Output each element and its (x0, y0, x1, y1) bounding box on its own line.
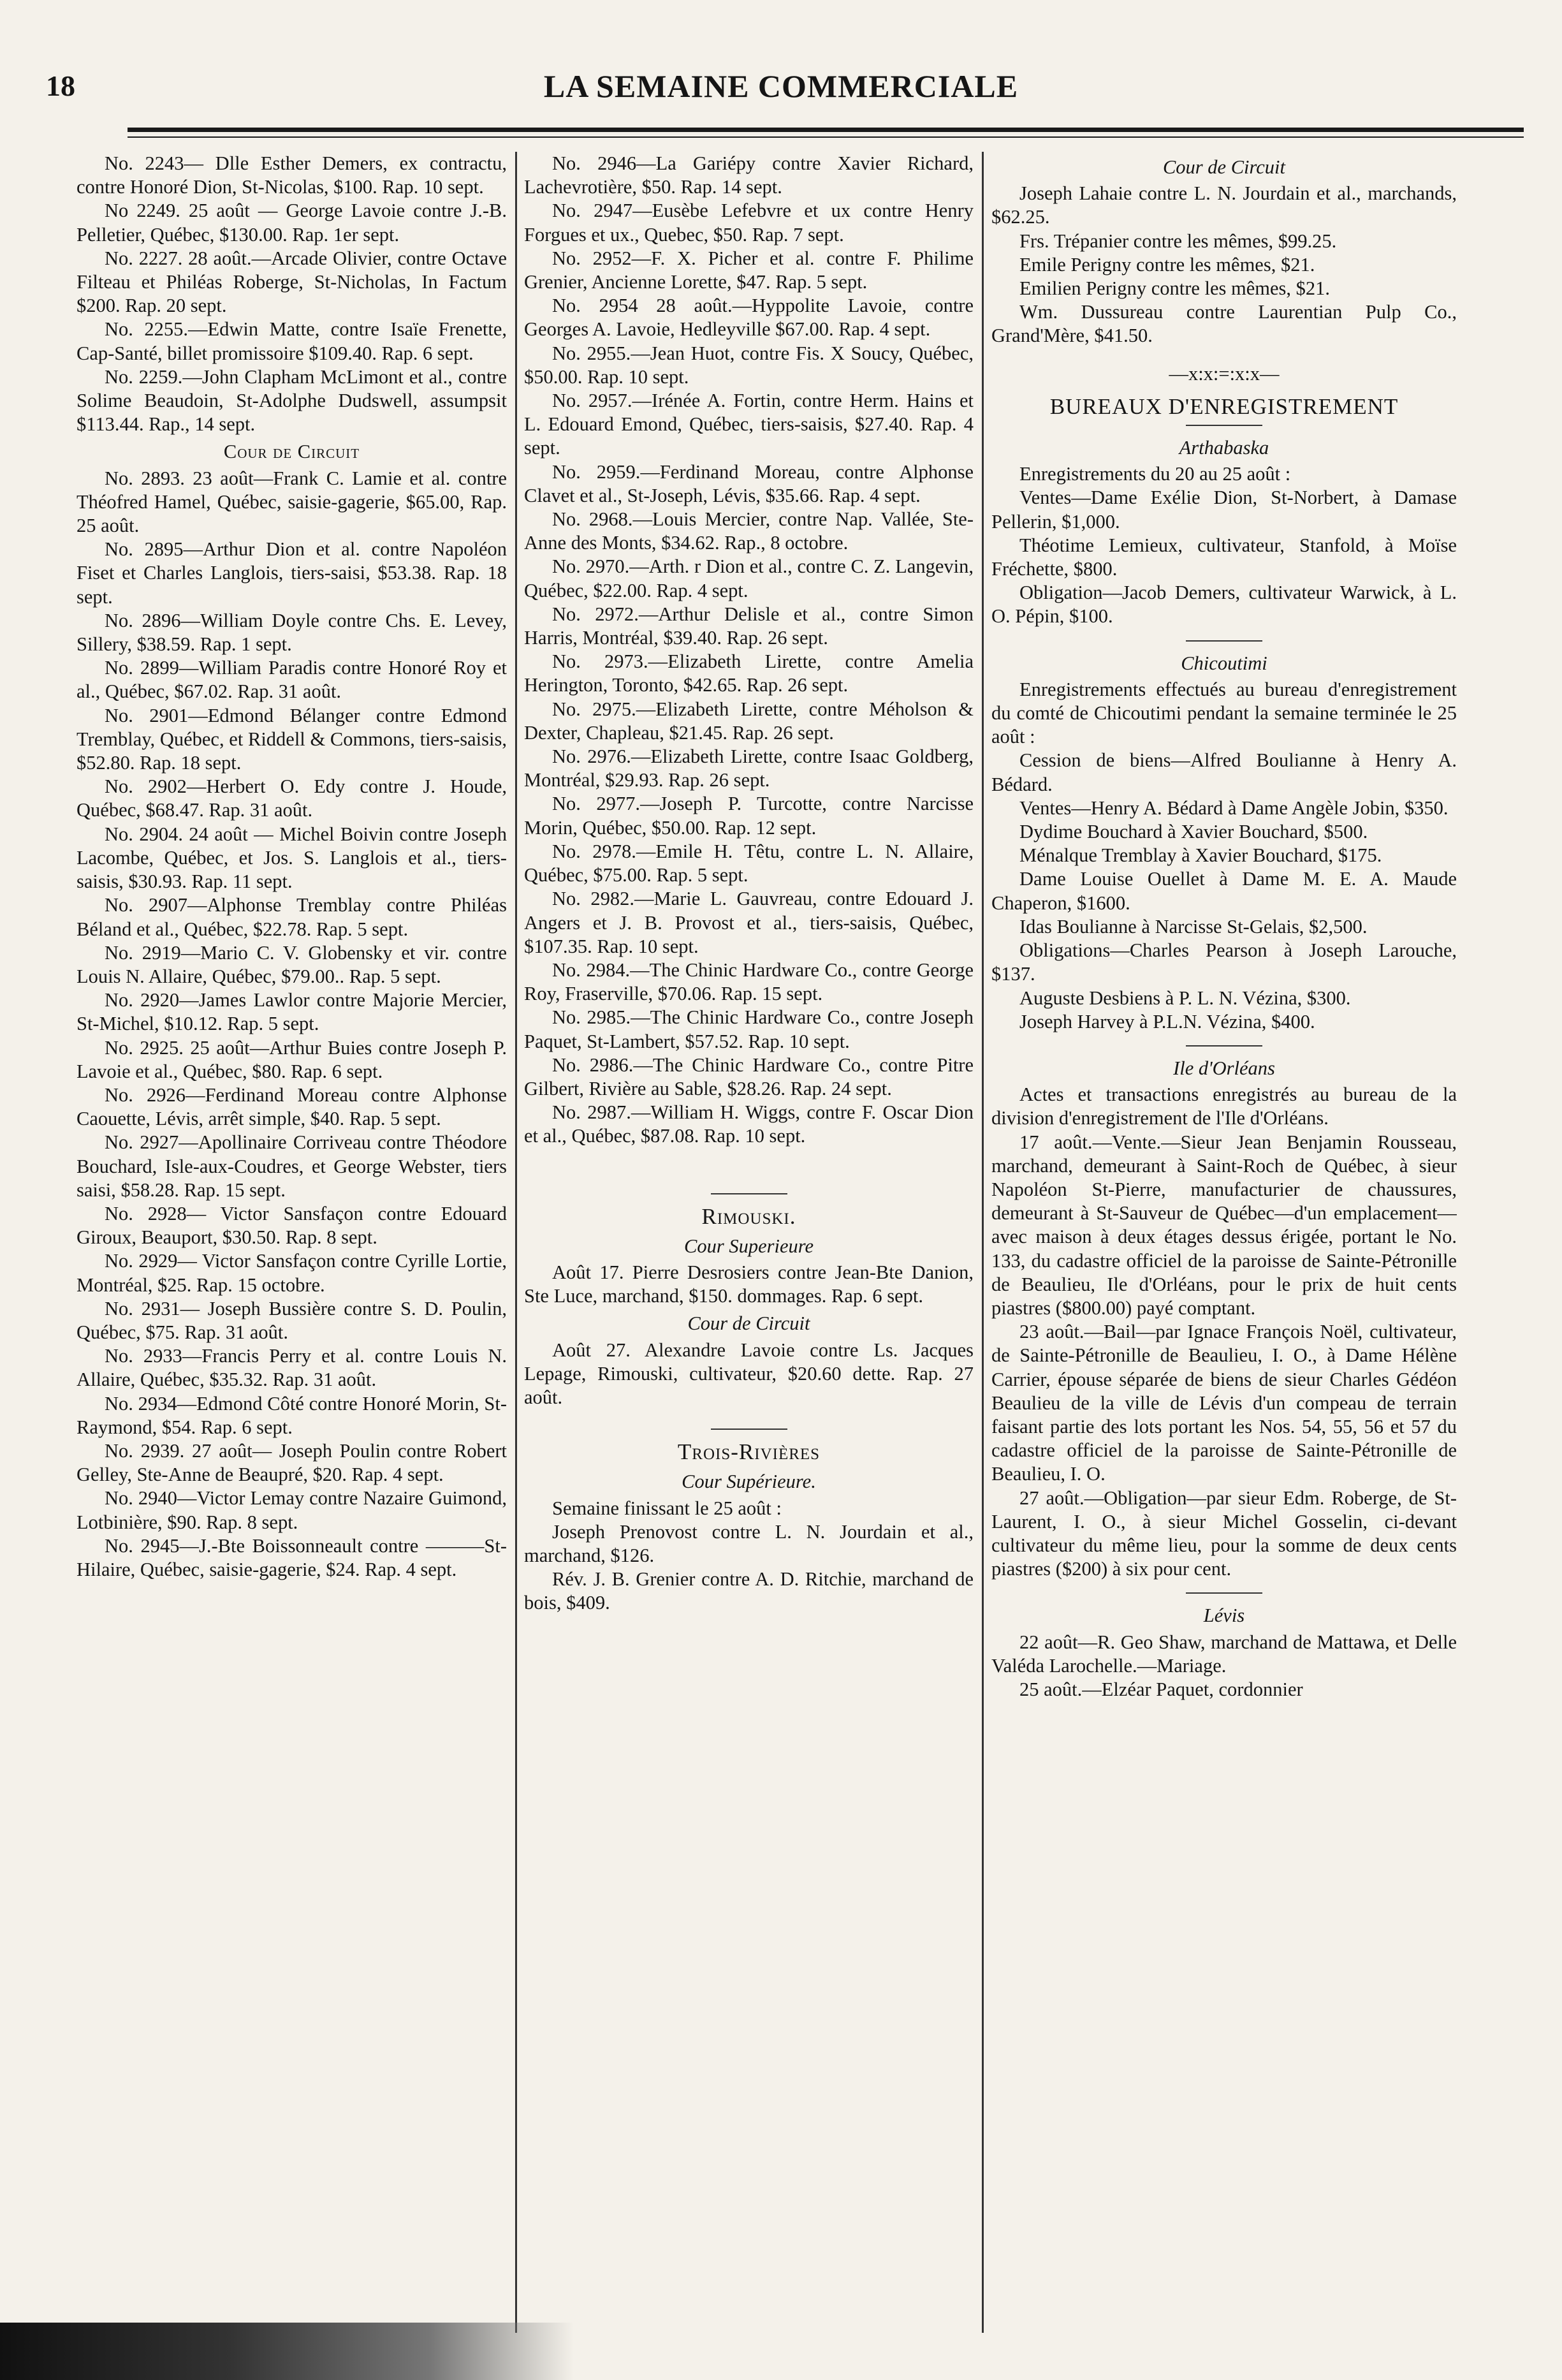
court-entry: No. 2928— Victor Sansfaçon contre Edouard Giroux, Beauport, $30.50. Rap. 8 sept. (77, 1202, 507, 1249)
subheading-cour-superieure: Cour Supérieure. (682, 1471, 816, 1493)
registry-entry: Auguste Desbiens à P. L. N. Vézina, $300. (1019, 987, 1351, 1009)
registry-entry: Cession de biens—Alfred Boulianne à Henry A. Bédard. (991, 749, 1457, 795)
court-entry: No. 2895—Arthur Dion et al. contre Napoléon Fiset et Charles Langlois, tiers-saisi, $53.38. Rap. 18 sept. (77, 538, 507, 608)
registry-entry: 27 août.—Obligation—par sieur Edm. Roberge, de St-Laurent, I. O., à sieur Michel Gosselin, ci-devant cultivateur du même lieu, pour la somme de deux cents piastres ($200) à six pour cent. (991, 1487, 1457, 1580)
registry-entry: Ventes—Henry A. Bédard à Dame Angèle Jobin, $350. (1019, 797, 1449, 819)
court-entry: No. 2929— Victor Sansfaçon contre Cyrille Lortie, Montréal, $25. Rap. 15 octobre. (77, 1250, 507, 1296)
section-heading-cour-de-circuit: Cour de Circuit (223, 441, 360, 463)
court-entry: No. 2975.—Elizabeth Lirette, contre Méholson & Dexter, Chapleau, $21.45. Rap. 26 sept. (524, 698, 974, 744)
court-entry: Joseph Prenovost contre L. N. Jourdain et al., marchand, $126. (524, 1520, 974, 1566)
court-entry: No. 2970.—Arth. r Dion et al., contre C. Z. Langevin, Québec, $22.00. Rap. 4 sept. (524, 555, 974, 601)
court-entry: No. 2945—J.-Bte Boissonneault contre ———St-Hilaire, Québec, saisie-gagerie, $24. Rap. 4 sept. (77, 1534, 507, 1580)
intro-line: Semaine finissant le 25 août : (552, 1497, 782, 1519)
court-entry: No. 2984.—The Chinic Hardware Co., contre George Roy, Fraserville, $70.06. Rap. 15 sept. (524, 959, 974, 1005)
column-1 (77, 152, 507, 2333)
court-entry: No. 2933—Francis Perry et al. contre Louis N. Allaire, Québec, $35.32. Rap. 31 août. (77, 1345, 507, 1391)
section-heading-bureaux: BUREAUX D'ENREGISTREMENT (1049, 393, 1399, 419)
court-entry: No. 2926—Ferdinand Moreau contre Alphonse Caouette, Lévis, arrêt simple, $40. Rap. 5 sept. (77, 1083, 507, 1130)
court-entry: No. 2968.—Louis Mercier, contre Nap. Vallée, Ste-Anne des Monts, $34.62. Rap., 8 octobre. (524, 508, 974, 554)
court-entry: No. 2901—Edmond Bélanger contre Edmond Tremblay, Québec, et Riddell & Commons, tiers-saisis, $52.80. Rap. 18 sept. (77, 704, 507, 774)
section-divider (1186, 1592, 1262, 1594)
court-entry: No. 2931— Joseph Bussière contre S. D. Poulin, Québec, $75. Rap. 31 août. (77, 1297, 507, 1343)
registry-entry: Dydime Bouchard à Xavier Bouchard, $500. (1019, 821, 1368, 843)
court-entry: No. 2904. 24 août — Michel Boivin contre Joseph Lacombe, Québec, et Jos. S. Langlois et al., tiers-saisis, $30.93. Rap. 11 sept. (77, 823, 507, 893)
registry-entry: Actes et transactions enregistrés au bureau de la division d'enregistrement de l'Ile d'Orléans. (991, 1083, 1457, 1129)
registry-entry: Idas Boulianne à Narcisse St-Gelais, $2,500. (1019, 915, 1368, 937)
court-entry: No. 2947—Eusèbe Lefebvre et ux contre Henry Forgues et ux., Quebec, $50. Rap. 7 sept. (524, 200, 974, 246)
column-divider-1 (515, 152, 517, 2333)
court-entry: No. 2982.—Marie L. Gauvreau, contre Edouard J. Angers et J. B. Provost et al., tiers-saisis, Québec, $107.35. Rap. 10 sept. (524, 888, 974, 957)
scan-edge-band (0, 2323, 574, 2380)
registry-entry: 25 août.—Elzéar Paquet, cordonnier (1019, 1678, 1303, 1700)
registry-entry: Enregistrements du 20 au 25 août : (1019, 463, 1291, 485)
court-entry: No. 2977.—Joseph P. Turcotte, contre Narcisse Morin, Québec, $50.00. Rap. 12 sept. (524, 793, 974, 839)
court-entry: No. 2985.—The Chinic Hardware Co., contre Joseph Paquet, St-Lambert, $57.52. Rap. 10 sept. (524, 1006, 974, 1052)
column-2 (524, 152, 974, 2333)
court-entry: No. 2954 28 août.—Hyppolite Lavoie, contre Georges A. Lavoie, Hedleyville $67.00. Rap. 4 sept. (524, 295, 974, 341)
section-divider (711, 1429, 787, 1430)
header-rule-thick (128, 128, 1524, 132)
court-entry: No. 2987.—William H. Wiggs, contre F. Oscar Dion et al., Québec, $87.08. Rap. 10 sept. (524, 1101, 974, 1147)
header-rule-thin (128, 136, 1524, 138)
court-entry: No. 2972.—Arthur Delisle et al., contre Simon Harris, Montréal, $39.40. Rap. 26 sept. (524, 603, 974, 649)
registry-entry: Joseph Harvey à P.L.N. Vézina, $400. (1019, 1010, 1315, 1032)
subheading-cour-superieure: Cour Superieure (683, 1235, 814, 1257)
court-entry: No. 2952—F. X. Picher et al. contre F. Philime Grenier, Ancienne Lorette, $47. Rap. 5 sept. (524, 247, 974, 293)
court-entry: No. 2919—Mario C. V. Globensky et vir. contre Louis N. Allaire, Québec, $79.00.. Rap. 5 sept. (77, 941, 507, 987)
section-divider (711, 1193, 787, 1194)
registry-entry: Ventes—Dame Exélie Dion, St-Norbert, à Damase Pellerin, $1,000. (991, 487, 1457, 533)
court-entry: No. 2227. 28 août.—Arcade Olivier, contre Octave Filteau et Philéas Roberge, St-Nicholas, In Factum $200. Rap. 20 sept. (77, 247, 507, 317)
subheading-cour-de-circuit: Cour de Circuit (687, 1312, 810, 1335)
page-number: 18 (46, 70, 75, 102)
section-heading-rimouski: Rimouski. (701, 1203, 796, 1229)
court-entry: No. 2243— Dlle Esther Demers, ex contractu, contre Honoré Dion, St-Nicolas, $100. Rap. 10 sept. (77, 152, 507, 198)
court-entry: No 2249. 25 août — George Lavoie contre J.-B. Pelletier, Québec, $130.00. Rap. 1er sept. (77, 200, 507, 246)
subheading-chicoutimi: Chicoutimi (1181, 652, 1267, 674)
section-heading-trois-rivieres: Trois-Rivières (677, 1439, 821, 1465)
registry-entry: 22 août—R. Geo Shaw, marchand de Mattawa, et Delle Valéda Larochelle.—Mariage. (991, 1631, 1457, 1677)
section-divider (1186, 1045, 1262, 1047)
registry-entry: Dame Louise Ouellet à Dame M. E. A. Maude Chaperon, $1600. (991, 868, 1457, 914)
court-entry: Emilien Perigny contre les mêmes, $21. (1019, 277, 1331, 300)
court-entry: No. 2959.—Ferdinand Moreau, contre Alphonse Clavet et al., St-Joseph, Lévis, $35.66. Rap. 4 sept. (524, 460, 974, 506)
court-entry: Joseph Lahaie contre L. N. Jourdain et al., marchands, $62.25. (991, 182, 1457, 228)
court-entry: No. 2973.—Elizabeth Lirette, contre Amelia Herington, Toronto, $42.65. Rap. 26 sept. (524, 650, 974, 696)
court-entry: No. 2978.—Emile H. Têtu, contre L. N. Allaire, Québec, $75.00. Rap. 5 sept. (524, 840, 974, 886)
court-entry: No. 2986.—The Chinic Hardware Co., contre Pitre Gilbert, Rivière au Sable, $28.26. Rap. 24 sept. (524, 1054, 974, 1099)
court-entry: Août 27. Alexandre Lavoie contre Ls. Jacques Lepage, Rimouski, cultivateur, $20.60 dette. Rap. 27 août. (524, 1339, 974, 1408)
court-entry: No. 2940—Victor Lemay contre Nazaire Guimond, Lotbinière, $90. Rap. 8 sept. (77, 1487, 507, 1533)
court-entry: Wm. Dussureau contre Laurentian Pulp Co., Grand'Mère, $41.50. (991, 301, 1457, 347)
section-heading-cour-de-circuit: Cour de Circuit (1162, 156, 1286, 178)
column-divider-2 (982, 152, 984, 2333)
registry-entry: 17 août.—Vente.—Sieur Jean Benjamin Rousseau, marchand, demeurant à Saint-Roch de Québec, à sieur Napoléon St-Pierre, manufacturier de chaussures, demeurant à St-Sauveur de Québec—d'un emplacement—avec maison à deux étages dessus érigée, portant le No. 133, du cadastre officiel de la paroisse de Sainte-Pétronille de Beaulieu, Ile d'Orléans, pour le prix de huit cents piastres ($800.00) payé comptant. (991, 1131, 1457, 1319)
court-entry: Frs. Trépanier contre les mêmes, $99.25. (1019, 230, 1337, 252)
ornamental-separator: —x:x:=:x:x— (1169, 362, 1280, 385)
court-entry: No. 2899—William Paradis contre Honoré Roy et al., Québec, $67.02. Rap. 31 août. (77, 657, 507, 703)
court-entry: No. 2920—James Lawlor contre Majorie Mercier, St-Michel, $10.12. Rap. 5 sept. (77, 989, 507, 1035)
registry-entry: Enregistrements effectués au bureau d'enregistrement du comté de Chicoutimi pendant la semaine terminée le 25 août : (991, 678, 1457, 748)
court-entry: No. 2255.—Edwin Matte, contre Isaïe Frenette, Cap-Santé, billet promissoire $109.40. Rap. 6 sept. (77, 318, 507, 364)
court-entry: No. 2925. 25 août—Arthur Buies contre Joseph P. Lavoie et al., Québec, $80. Rap. 6 sept. (77, 1036, 507, 1082)
court-entry: No. 2955.—Jean Huot, contre Fis. X Soucy, Québec, $50.00. Rap. 10 sept. (524, 342, 974, 388)
registry-entry: Obligations—Charles Pearson à Joseph Larouche, $137. (991, 939, 1457, 985)
court-entry: No. 2259.—John Clapham McLimont et al., contre Solime Beaudoin, St-Adolphe Dudswell, assumpsit $113.44. Rap., 14 sept. (77, 365, 507, 436)
registry-entry: Obligation—Jacob Demers, cultivateur Warwick, à L. O. Pépin, $100. (991, 582, 1457, 628)
section-divider (1186, 425, 1262, 426)
court-entry: Août 17. Pierre Desrosiers contre Jean-Bte Danion, Ste Luce, marchand, $150. dommages. Rap. 6 sept. (524, 1261, 974, 1307)
subheading-levis: Lévis (1203, 1605, 1245, 1627)
court-entry: Rév. J. B. Grenier contre A. D. Ritchie, marchand de bois, $409. (524, 1568, 974, 1614)
court-entry: No. 2896—William Doyle contre Chs. E. Levey, Sillery, $38.59. Rap. 1 sept. (77, 609, 507, 656)
court-entry: No. 2939. 27 août— Joseph Poulin contre Robert Gelley, Ste-Anne de Beaupré, $20. Rap. 4 sept. (77, 1439, 507, 1486)
registry-entry: Théotime Lemieux, cultivateur, Stanfold, à Moïse Fréchette, $800. (991, 534, 1457, 580)
court-entry: No. 2893. 23 août—Frank C. Lamie et al. contre Théofred Hamel, Québec, saisie-gagerie, $65.00, Rap. 25 août. (77, 467, 507, 537)
court-entry: No. 2957.—Irénée A. Fortin, contre Herm. Hains et L. Edouard Emond, Québec, tiers-saisis, $27.40. Rap. 4 sept. (524, 390, 974, 459)
column-3 (991, 152, 1457, 2333)
court-entry: No. 2927—Apollinaire Corriveau contre Théodore Bouchard, Isle-aux-Coudres, et George Webster, tiers saisi, $58.28. Rap. 15 sept. (77, 1131, 507, 1201)
court-entry: No. 2934—Edmond Côté contre Honoré Morin, St-Raymond, $54. Rap. 6 sept. (77, 1392, 507, 1438)
subheading-arthabaska: Arthabaska (1179, 437, 1269, 459)
subheading-ile-d-orleans: Ile d'Orléans (1173, 1057, 1275, 1079)
court-entry: No. 2907—Alphonse Tremblay contre Philéas Béland et al., Québec, $22.78. Rap. 5 sept. (77, 894, 507, 940)
court-entry: No. 2902—Herbert O. Edy contre J. Houde, Québec, $68.47. Rap. 31 août. (77, 775, 507, 821)
registry-entry: 23 août.—Bail—par Ignace François Noël, cultivateur, de Sainte-Pétronille de Beaulieu, I. O., à Dame Hélène Carrier, épouse séparée de biens de sieur Charles Gédéon Beaulieu de la ville de Lévis d'un compeau de terrain faisant partie des lots portant les Nos. 54, 55, 56 et 57 du cadastre officiel de la paroisse de Sainte-Pétronille de Beaulieu, I. O. (991, 1321, 1457, 1485)
court-entry: Emile Perigny contre les mêmes, $21. (1019, 253, 1315, 275)
court-entry: No. 2976.—Elizabeth Lirette, contre Isaac Goldberg, Montréal, $29.93. Rap. 26 sept. (524, 746, 974, 791)
section-divider (1186, 640, 1262, 642)
registry-entry: Ménalque Tremblay à Xavier Bouchard, $175. (1019, 844, 1382, 867)
court-entry: No. 2946—La Gariépy contre Xavier Richard, Lachevrotière, $50. Rap. 14 sept. (524, 152, 974, 198)
masthead-title: LA SEMAINE COMMERCIALE (543, 68, 1019, 104)
